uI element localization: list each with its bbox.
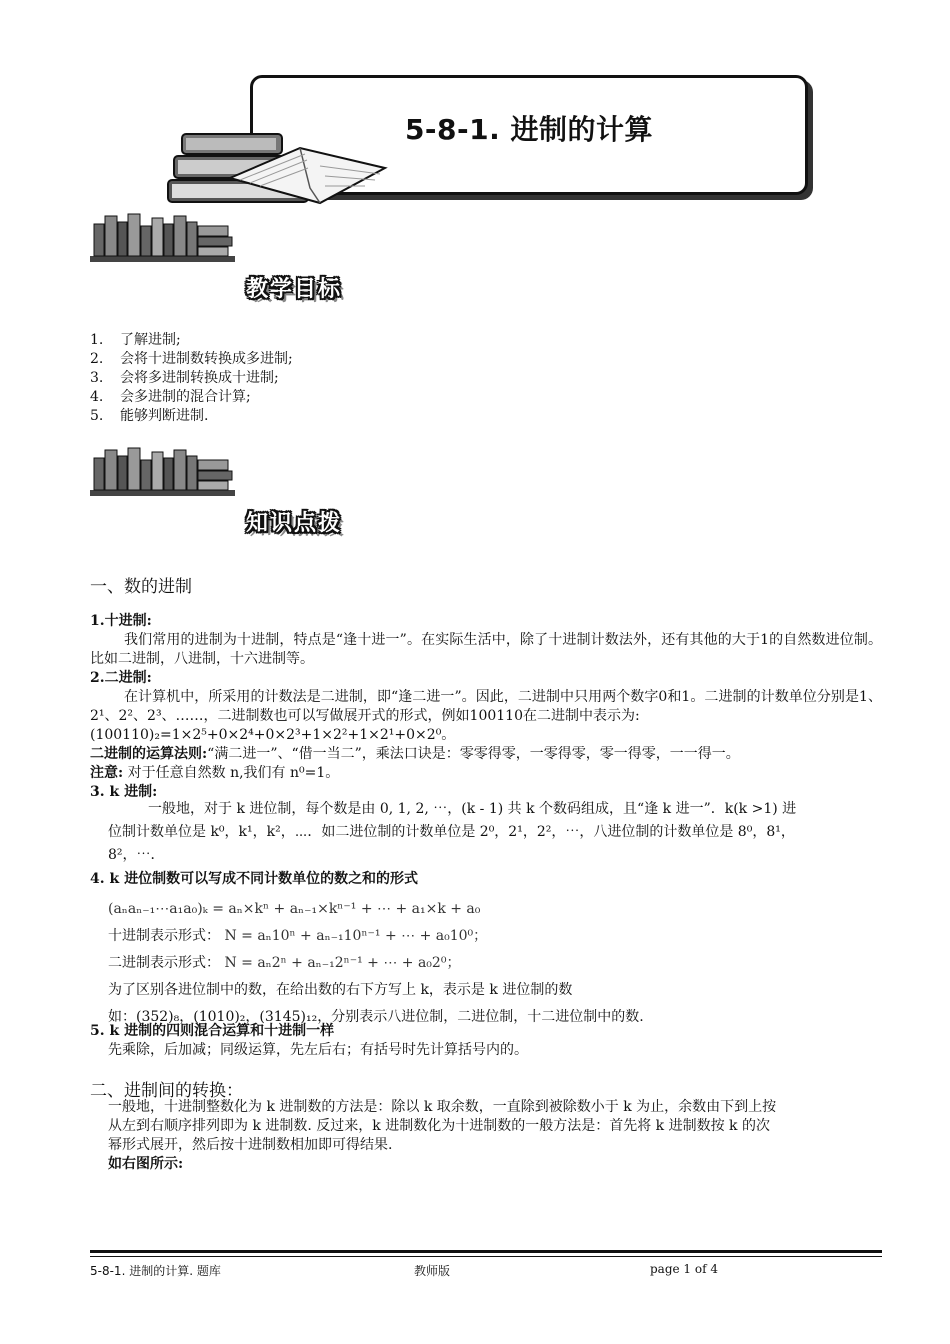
binary-title: 2.二进制: <box>90 670 152 686</box>
part1-body <box>90 612 882 802</box>
footer-rule <box>90 1256 882 1257</box>
list-item: 1. 了解进制; <box>90 332 181 348</box>
page-title: 5-8-1. 进制的计算 <box>404 113 654 146</box>
k-text-line: 一般地，对于 k 进位制，每个数是由 0, 1, 2, ⋯，(k - 1) 共 k 个数码组成，且“逢 k 进一”．k(k >1) 进 <box>148 801 797 817</box>
list-item: 4. 会多进制的混合计算; <box>90 389 251 405</box>
part2-heading: 二、进制间的转换： <box>90 1081 243 1101</box>
k-title: 3. k 进制: <box>90 784 158 800</box>
footer-center: 教师版 <box>414 1264 451 1278</box>
k-text-line: 8²，⋯． <box>108 847 165 863</box>
ops-title: 5. k 进制的四则混合运算和十进制一样 <box>90 1023 335 1039</box>
part2-line: 从左到右顺序排列即为 k 进制数. 反过来，k 进制数化为十进制数的一般方法是：首先将 k 进制数按 k 的次 <box>108 1118 770 1134</box>
ops-section <box>90 1022 528 1060</box>
bookshelf-icon <box>90 446 235 498</box>
section-heading-knowledge: 知识点拨 <box>246 511 343 536</box>
list-item: 5. 能够判断进制. <box>90 408 209 424</box>
part2-body <box>108 1098 882 1174</box>
binary-rule: 二进制的运算法则:“满二进一”、“借一当二”，乘法口诀是：零零得零，一零得零，零一得零，一一得一。 <box>90 746 740 762</box>
figure-note: 如右图所示: <box>108 1156 184 1172</box>
books-illustration <box>160 128 395 208</box>
part2-line: 一般地，十进制整数化为 k 进制数的方法是：除以 k 取余数，一直除到被除数小于 k 为止，余数由下到上按 <box>108 1099 777 1115</box>
part2-line: 幂形式展开，然后按十进制数相加即可得结果. <box>108 1137 393 1153</box>
footer-page: page 1 of 4 <box>650 1262 718 1276</box>
formula-binary: 二进制表示形式： N = aₙ2ⁿ + aₙ₋₁2ⁿ⁻¹ + ⋯ + a₀2⁰； <box>108 955 461 971</box>
example-text: 如：(352)₈，(1010)₂，(3145)₁₂，分别表示八进位制，二进位制，十二进位制中的数. <box>108 1009 644 1025</box>
formula-general: (aₙaₙ₋₁⋯a₁a₀)ₖ = aₙ×kⁿ + aₙ₋₁×kⁿ⁻¹ + ⋯ + a₁×k + a₀ <box>108 901 481 917</box>
ops-text: 先乘除，后加减；同级运算，先左后右；有括号时先计算括号内的。 <box>108 1042 528 1058</box>
footer-rule <box>90 1250 882 1253</box>
formulas <box>108 896 882 1031</box>
binary-expand: (100110)₂=1×2⁵+0×2⁴+0×2³+1×2²+1×2¹+0×2⁰。 <box>90 727 456 743</box>
bookshelf-icon <box>90 212 235 264</box>
section-heading-goals: 教学目标 <box>246 277 343 302</box>
list-item: 2. 会将十进制数转换成多进制; <box>90 351 293 367</box>
goals-list <box>90 331 293 426</box>
decimal-title: 1.十进制: <box>90 613 152 629</box>
distinguish-text: 为了区别各进位制中的数，在给出数的右下方写上 k，表示是 k 进位制的数 <box>108 982 573 998</box>
note: 注意: 对于任意自然数 n,我们有 n⁰=1。 <box>90 765 340 781</box>
sum-title: 4. k 进位制数可以写成不同计数单位的数之和的形式 <box>90 871 419 887</box>
footer-left: 5-8-1. 进制的计算. 题库 <box>90 1264 221 1278</box>
binary-text: 在计算机中，所采用的计数法是二进制，即“逢二进一”。因此，二进制中只用两个数字0和1。二进制的计数单位分别是1、2¹、2²、2³、……，二进制数也可以写做展开式的形式，例如100110在二进制中表示为: <box>90 689 882 724</box>
decimal-text: 我们常用的进制为十进制，特点是“逢十进一”。在实际生活中，除了十进制计数法外，还有其他的大于1的自然数进位制。比如二进制，八进制，十六进制等。 <box>90 632 882 667</box>
k-text-line: 位制计数单位是 k⁰，k¹，k²，⋯．如二进位制的计数单位是 2⁰，2¹，2²，⋯，八进位制的计数单位是 8⁰，8¹， <box>108 824 795 840</box>
list-item: 3. 会将多进制转换成十进制; <box>90 370 279 386</box>
formula-decimal: 十进制表示形式： N = aₙ10ⁿ + aₙ₋₁10ⁿ⁻¹ + ⋯ + a₀10⁰； <box>108 928 488 944</box>
part1-heading: 一、数的进制 <box>90 577 192 597</box>
k-text <box>108 798 882 867</box>
